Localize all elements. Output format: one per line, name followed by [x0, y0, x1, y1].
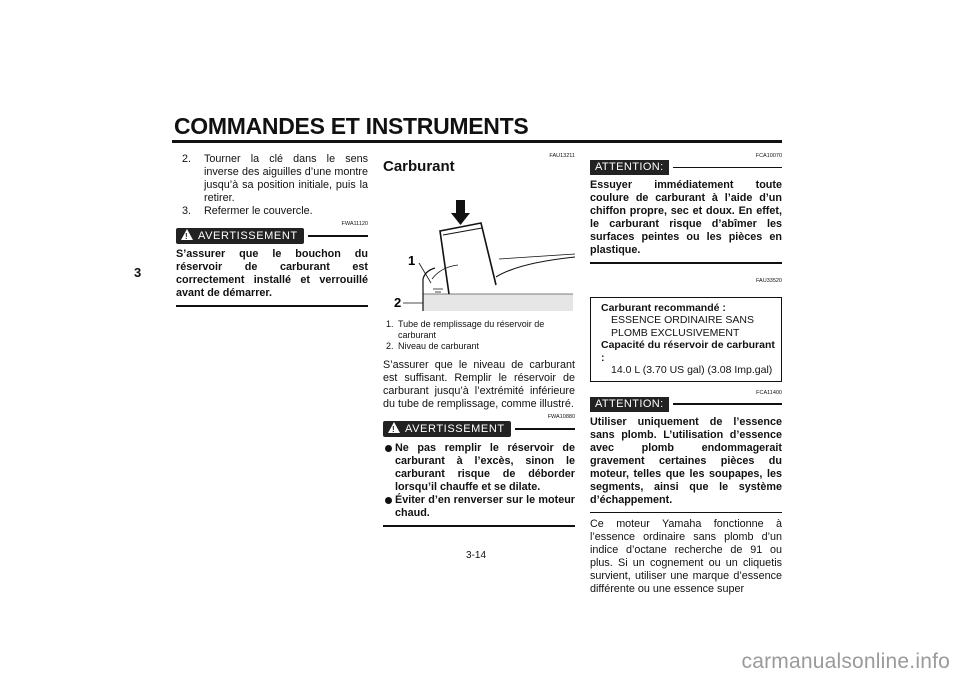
- chapter-tab: 3: [134, 265, 142, 280]
- bullet-icon: [385, 445, 392, 452]
- attention-rule: [673, 403, 782, 405]
- section-title: Carburant: [383, 158, 455, 175]
- figure-captions: [386, 319, 575, 352]
- attention-text: Utiliser uniquement de l’essence sans plomb. L’utilisation d’essence avec plomb endommagerait gravement certaines pièces du moteur, telles que les soupapes, les segments, ainsi que le système d’échappement.: [590, 415, 782, 506]
- arrow-down-icon: [451, 200, 470, 225]
- bullet-text: Ne pas remplir le réservoir de carburant à l’excès, sinon le carburant risque de déborder lorsqu’il chauffe et se dilate.: [395, 442, 575, 493]
- warning-header: [176, 228, 368, 244]
- warning-rule: [515, 428, 575, 430]
- column-1: [176, 153, 368, 307]
- attention-badge: ATTENTION:: [590, 160, 669, 175]
- caption-text: Tube de remplissage du réservoir de carburant: [398, 319, 545, 340]
- warning-end-rule: [383, 525, 575, 527]
- fuel-spec-box: [590, 297, 782, 382]
- figure-label-1: 1: [408, 253, 416, 268]
- step-number: 2.: [182, 153, 192, 165]
- warning-text: S’assurer que le bouchon du réservoir de carburant est correctement installé et verrouillé avant de démarrer.: [176, 248, 368, 299]
- watermark: carmanualsonline.info: [741, 650, 950, 673]
- caption-number: 1.: [386, 319, 394, 329]
- step-item: [182, 153, 368, 205]
- caption-text: Niveau de carburant: [398, 341, 480, 351]
- warning-bullet: [383, 494, 575, 520]
- attention-rule: [673, 167, 782, 169]
- bullet-text: Éviter d’en renverser sur le moteur chaud.: [395, 494, 575, 519]
- recommended-fuel-label: Carburant recommandé :: [601, 301, 726, 314]
- step-text: Refermer le couvercle.: [204, 205, 313, 217]
- section-code: FAU13211: [549, 153, 575, 159]
- warning-triangle-icon: !: [181, 229, 193, 240]
- recommended-fuel-value: PLOMB EXCLUSIVEMENT: [611, 326, 740, 339]
- header-rule: [172, 140, 782, 143]
- warning-label: AVERTISSEMENT: [198, 230, 298, 242]
- attention-end-rule: [590, 262, 782, 264]
- recommended-fuel-value: ESSENCE ORDINAIRE SANS: [611, 314, 754, 326]
- attention-code: FCA10070: [755, 153, 782, 159]
- column-2: [383, 153, 575, 527]
- warning-end-rule: [176, 305, 368, 307]
- attention-header: [590, 160, 782, 175]
- attention-text: Essuyer immédiatement toute coulure de carburant à l’aide d’un chiffon propre, sec et doux. En effet, le carburant risque d’abîmer les surfaces peintes ou les pièces en plastique.: [590, 179, 782, 256]
- box-code: FAU33520: [756, 277, 782, 284]
- step-text: Tourner la clé dans le sens inverse des aiguilles d’une montre jusqu’à sa position initiale, puis la retirer.: [204, 153, 368, 204]
- warning-badge: [176, 228, 304, 244]
- warning-badge: [383, 421, 511, 437]
- step-number: 3.: [182, 205, 192, 217]
- octane-body-text: Ce moteur Yamaha fonctionne à l’essence ordinaire sans plomb d’un indice d’octane recherche de 91 ou plus. Si un cognement ou un cliquetis survient, utiliser une marque d’essence différente ou une essence super: [590, 518, 782, 595]
- attention-header: [590, 397, 782, 412]
- caption-item: [386, 341, 575, 352]
- step-item: [182, 205, 368, 218]
- caption-number: 2.: [386, 341, 394, 351]
- warning-code: FWA11120: [341, 221, 368, 227]
- bullet-icon: [385, 497, 392, 504]
- warning-code: FWA10880: [547, 414, 575, 420]
- warning-header: [383, 421, 575, 437]
- figure-label-2: 2: [394, 295, 402, 310]
- attention-code: FCA11400: [756, 389, 782, 396]
- warning-label: AVERTISSEMENT: [405, 423, 505, 435]
- warning-triangle-icon: !: [388, 422, 400, 433]
- page-number: 3-14: [466, 550, 487, 561]
- tank-capacity-value: 14.0 L (3.70 US gal) (3.08 Imp.gal): [611, 364, 773, 376]
- warning-rule: [308, 235, 368, 237]
- attention-end-rule: [590, 512, 782, 514]
- caption-item: [386, 319, 575, 341]
- warning-bullet: [383, 442, 575, 494]
- fuel-level-area: [423, 294, 573, 311]
- page-header-title: COMMANDES ET INSTRUMENTS: [174, 113, 529, 139]
- fuel-tank-figure: [383, 175, 575, 315]
- fuel-body-text: S’assurer que le niveau de carburant est suffisant. Remplir le réservoir de carburant jusqu’à l’extrémité inférieure du tube de remplissage, comme illustré.: [383, 359, 575, 410]
- attention-badge: ATTENTION:: [590, 397, 669, 412]
- column-3: [590, 153, 782, 596]
- tank-capacity-label: Capacité du réservoir de carburant :: [601, 339, 775, 364]
